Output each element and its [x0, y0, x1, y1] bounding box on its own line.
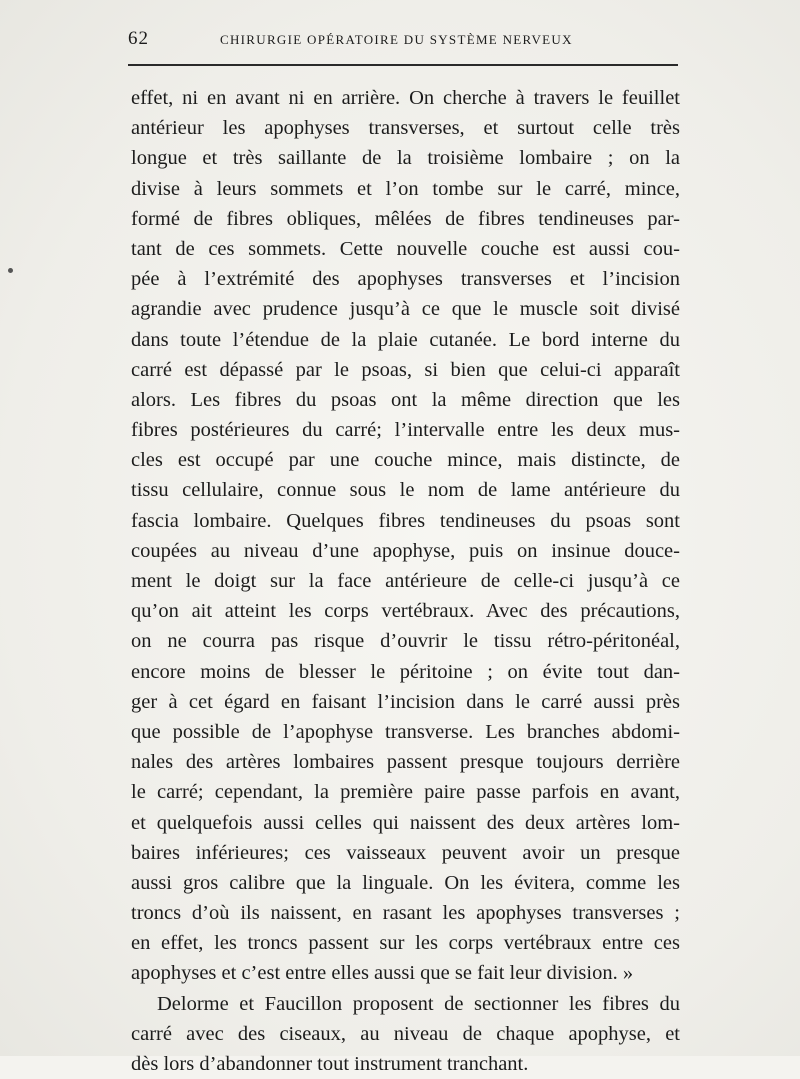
page-number: 62 [128, 28, 149, 49]
text-line: longue et très saillante de la troisième lombaire ; on la [131, 147, 680, 170]
text-line: aussi gros calibre que la linguale. On les évitera, comme les [131, 871, 680, 894]
text-line: en effet, les troncs passent sur les corps vertébraux entre ces [131, 932, 680, 955]
text-line: antérieur les apophyses transverses, et surtout celle très [131, 117, 680, 140]
text-line: apophyses et c’est entre elles aussi que se fait leur division. » [131, 962, 634, 985]
text-line: pée à l’extrémité des apophyses transverses et l’incision [131, 268, 680, 291]
text-line: dans toute l’étendue de la plaie cutanée. Le bord interne du [131, 328, 680, 351]
text-line: encore moins de blesser le péritoine ; on évite tout dan- [131, 660, 680, 683]
text-line: formé de fibres obliques, mêlées de fibres tendineuses par- [131, 207, 680, 230]
text-line: ment le doigt sur la face antérieure de celle-ci jusqu’à ce [131, 570, 680, 592]
text-line: carré avec des ciseaux, au niveau de chaque apophyse, et [131, 1022, 680, 1045]
text-line: le carré; cependant, la première paire passe parfois en avant, [131, 781, 680, 804]
text-line: divise à leurs sommets et l’on tombe sur le carré, mince, [131, 177, 680, 200]
text-line: nales des artères lombaires passent presque toujours derrière [131, 751, 680, 774]
text-line: carré est dépassé par le psoas, si bien que celui-ci apparaît [131, 358, 680, 381]
header-rule [128, 64, 678, 66]
text-line: cles est occupé par une couche mince, mais distincte, de [131, 449, 680, 472]
body-text [131, 83, 680, 1079]
text-line: troncs d’où ils naissent, en rasant les apophyses transverses ; [131, 902, 680, 925]
text-line: on ne courra pas risque d’ouvrir le tissu rétro-péritonéal, [131, 630, 680, 653]
text-line: Delorme et Faucillon proposent de sectionner les fibres du [157, 992, 680, 1015]
margin-mark [8, 268, 13, 273]
text-line: ger à cet égard en faisant l’incision dans le carré aussi près [131, 690, 680, 713]
text-line: coupées au niveau d’une apophyse, puis on insinue douce- [131, 539, 680, 562]
text-line: baires inférieures; ces vaisseaux peuvent avoir un presque [131, 841, 680, 864]
text-line: dès lors d’abandonner tout instrument tranchant. [131, 1053, 529, 1075]
text-line: qu’on ait atteint les corps vertébraux. Avec des précautions, [131, 600, 680, 623]
running-title: CHIRURGIE OPÉRATOIRE DU SYSTÈME NERVEUX [220, 32, 573, 47]
text-line: et quelquefois aussi celles qui naissent des deux artères lom- [131, 811, 680, 834]
text-line: tissu cellulaire, connue sous le nom de lame antérieure du [131, 479, 680, 502]
page-header [128, 28, 678, 50]
text-line: alors. Les fibres du psoas ont la même direction que les [131, 388, 680, 411]
text-line: agrandie avec prudence jusqu’à ce que le muscle soit divisé [131, 298, 680, 321]
text-line: que possible de l’apophyse transverse. Les branches abdomi- [131, 720, 680, 743]
text-line: fascia lombaire. Quelques fibres tendineuses du psoas sont [131, 509, 680, 532]
text-line: tant de ces sommets. Cette nouvelle couche est aussi cou- [131, 237, 680, 260]
text-line: effet, ni en avant ni en arrière. On cherche à travers le feuillet [131, 87, 680, 109]
text-line: fibres postérieures du carré; l’intervalle entre les deux mus- [131, 419, 680, 442]
